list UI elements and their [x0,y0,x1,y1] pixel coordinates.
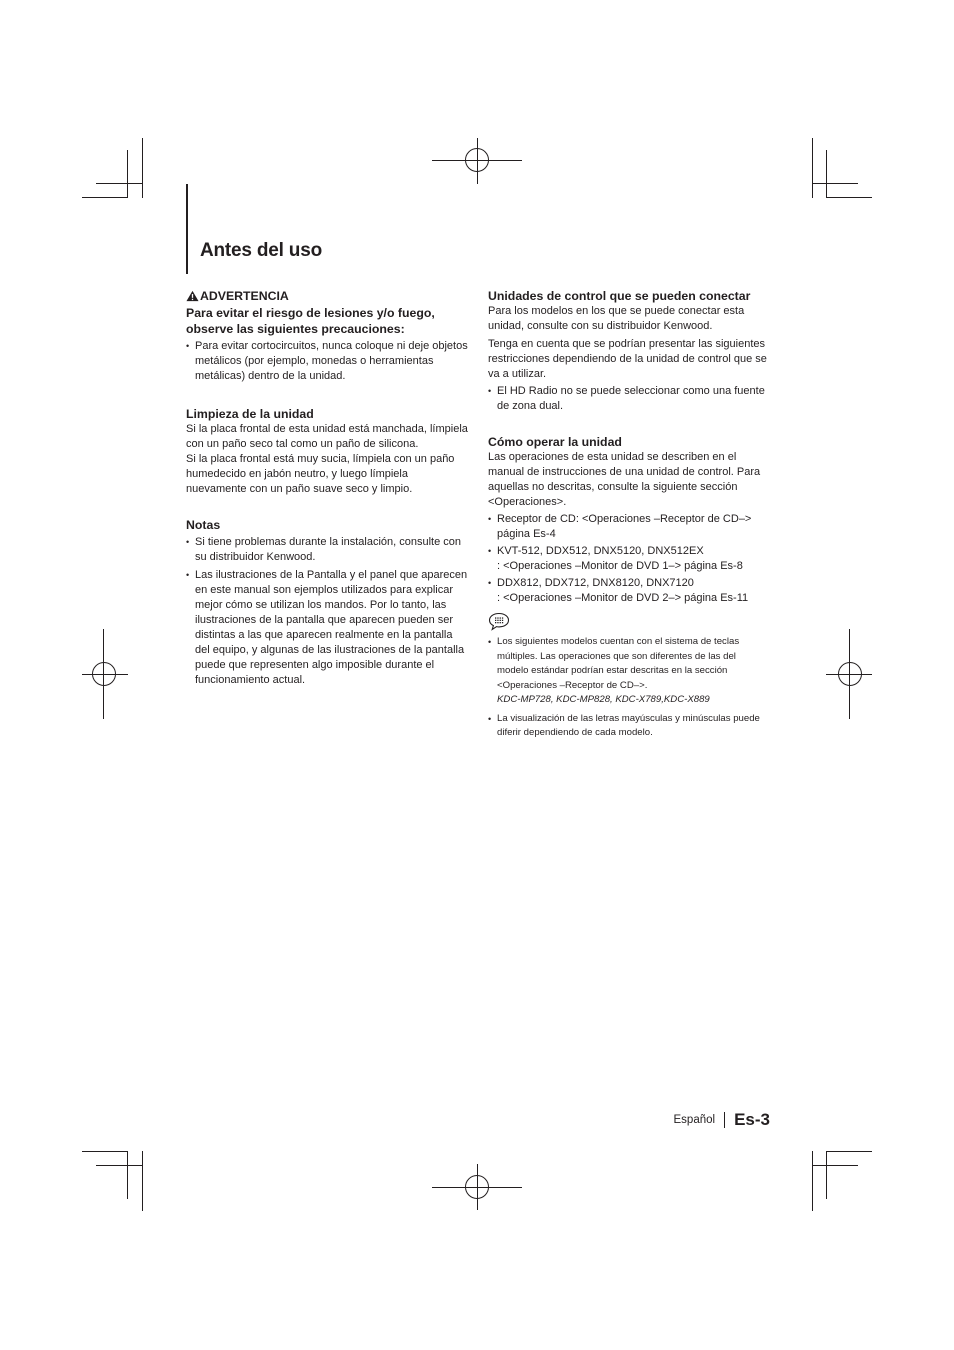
operate-list [488,512,770,606]
list-item-line: DDX812, DDX712, DNX8120, DNX7120 [497,577,694,589]
cleaning-paragraph: Si la placa frontal está muy sucia, límpiela con un paño humedecido en jabón neutro, y luego límpiela nuevamente con un paño suave seco y limpio. [186,453,455,495]
notes-heading: Notas [186,518,221,532]
warning-label: ADVERTENCIA [200,289,289,303]
operate-heading: Cómo operar la unidad [488,435,622,449]
list-item: • Si tiene problemas durante la instalación, consulte con su distribuidor Kenwood. [186,535,468,565]
list-item [488,635,770,708]
list-item: • Para evitar cortocircuitos, nunca coloque ni deje objetos metálicos (por ejemplo, monedas o herramientas metálicas) dentro de la unidad. [186,339,468,384]
list-item [488,576,770,606]
list-item-line: página Es-4 [497,528,556,540]
note-icon [488,612,510,631]
title-bar [186,184,188,274]
warning-heading [186,288,468,304]
list-item [488,544,770,574]
list-item: • El HD Radio no se puede seleccionar como una fuente de zona dual. [488,384,770,414]
list-item: • La visualización de las letras mayúsculas y minúsculas puede diferir dependiendo de cada modelo. [488,712,770,741]
notes-section [186,517,468,688]
page-number: Es-3 [734,1110,770,1129]
warning-icon [186,290,199,302]
list-item [488,512,770,542]
right-column [488,288,770,741]
list-item-line: Receptor de CD: <Operaciones –Receptor de CD–> [497,513,752,525]
page-footer [640,1110,770,1130]
control-units-paragraph: Tenga en cuenta que se podrían presentar las siguientes restricciones dependiendo de la unidad de control que se va a utilizar. [488,338,767,380]
note-list [488,635,770,741]
left-column [186,288,468,688]
list-item: • Las ilustraciones de la Pantalla y el panel que aparecen en este manual son ejemplos utilizados para explicar mejor cómo se utilizan los mandos. Por lo tanto, las ilustraciones de la pantalla que aparecen pueden ser distintas a las que aparecen realmente en la pantalla del equipo, y algunas de las ilustraciones de la pantalla puede que representen algo imposible durante el funcionamiento actual. [186,568,468,688]
cleaning-heading: Limpieza de la unidad [186,407,314,421]
warning-list [186,339,468,384]
list-item-line: : <Operaciones –Monitor de DVD 1–> página Es-8 [497,560,743,572]
control-units-paragraph: Para los modelos en los que se puede conectar esta unidad, consulte con su distribuidor Kenwood. [488,305,745,332]
notes-list [186,535,468,688]
cleaning-section [186,406,468,497]
control-units-list [488,384,770,414]
footer-separator [724,1112,725,1128]
list-item-line: : <Operaciones –Monitor de DVD 2–> página Es-11 [497,592,749,604]
control-units-heading: Unidades de control que se pueden conectar [488,289,751,303]
operate-section [488,434,770,741]
warning-subtitle: Para evitar el riesgo de lesiones y/o fuego, observe las siguientes precauciones: [186,306,435,336]
page-title: Antes del uso [200,240,322,261]
operate-paragraph: Las operaciones de esta unidad se describen en el manual de instrucciones de una unidad de control. Para aquellas no descritas, consulte la siguiente sección <Operaciones>. [488,451,761,508]
list-item-line: KVT-512, DDX512, DNX5120, DNX512EX [497,545,704,557]
footer-language: Español [673,1114,716,1126]
note-text: Los siguientes modelos cuentan con el sistema de teclas múltiples. Las operaciones que son diferentes de las del modelo estándar podrían estar descritas en la sección <Operaciones –Receptor de CD–>. [497,636,740,691]
cleaning-paragraph: Si la placa frontal de esta unidad está manchada, límpiela con un paño seco tal como un paño de silicona. [186,423,468,450]
note-models: KDC-MP728, KDC-MP828, KDC-X789,KDC-X889 [497,694,710,705]
